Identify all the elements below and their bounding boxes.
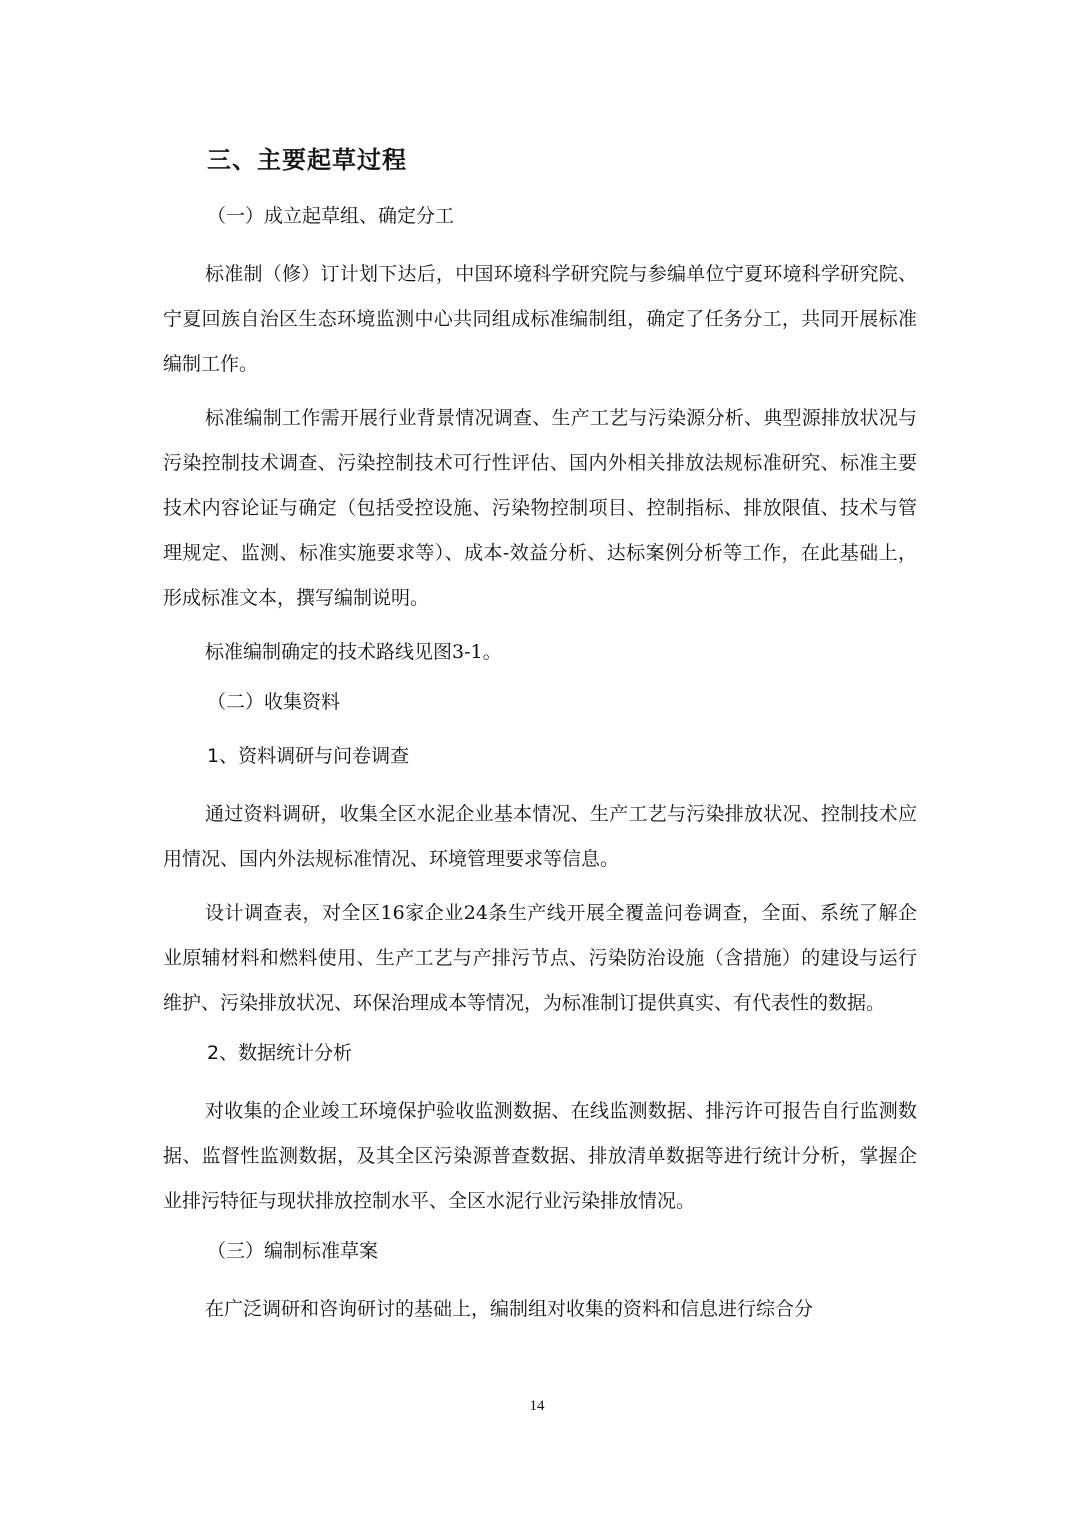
page-number: 14	[529, 1398, 545, 1414]
section-title: 三、主要起草过程	[207, 146, 407, 174]
item-title-1: 1、资料调研与问卷调查	[207, 745, 410, 767]
paragraph: 标准编制确定的技术路线见图3-1。	[205, 641, 502, 663]
subsection-title-3: （三）编制标准草案	[207, 1240, 379, 1262]
paragraph: 标准编制工作需开展行业背景情况调查、生产工艺与污染源分析、典型源排放状况与污染控制技术调查、污染控制技术可行性评估、国内外相关排放法规标准研究、标准主要技术内容论证与确定（包括受控设施、污染物控制项目、控制指标、排放限值、技术与管理规定、监测、标准实施要求等）、成本-效益分析、达标案例分析等工作，在此基础上，形成标准文本，撰写编制说明。	[163, 407, 917, 609]
paragraph: 通过资料调研，收集全区水泥企业基本情况、生产工艺与污染排放状况、控制技术应用情况、国内外法规标准情况、环境管理要求等信息。	[163, 803, 917, 870]
paragraph: 对收集的企业竣工环境保护验收监测数据、在线监测数据、排污许可报告自行监测数据、监督性监测数据，及其全区污染源普查数据、排放清单数据等进行统计分析，掌握企业排污特征与现状排放控制水平、全区水泥行业污染排放情况。	[163, 1100, 917, 1212]
paragraph: 在广泛调研和咨询研讨的基础上，编制组对收集的资料和信息进行综合分	[205, 1298, 814, 1320]
item-title-2: 2、数据统计分析	[207, 1042, 353, 1064]
paragraph: 标准制（修）订计划下达后，中国环境科学研究院与参编单位宁夏环境科学研究院、宁夏回族自治区生态环境监测中心共同组成标准编制组，确定了任务分工，共同开展标准编制工作。	[163, 263, 917, 375]
paragraph: 设计调查表，对全区16家企业24条生产线开展全覆盖问卷调查，全面、系统了解企业原辅材料和燃料使用、生产工艺与产排污节点、污染防治设施（含措施）的建设与运行维护、污染排放状况、环保治理成本等情况，为标准制订提供真实、有代表性的数据。	[163, 902, 917, 1014]
page-content	[163, 140, 917, 1341]
subsection-title-1: （一）成立起草组、确定分工	[207, 205, 455, 227]
subsection-title-2: （二）收集资料	[207, 691, 341, 713]
